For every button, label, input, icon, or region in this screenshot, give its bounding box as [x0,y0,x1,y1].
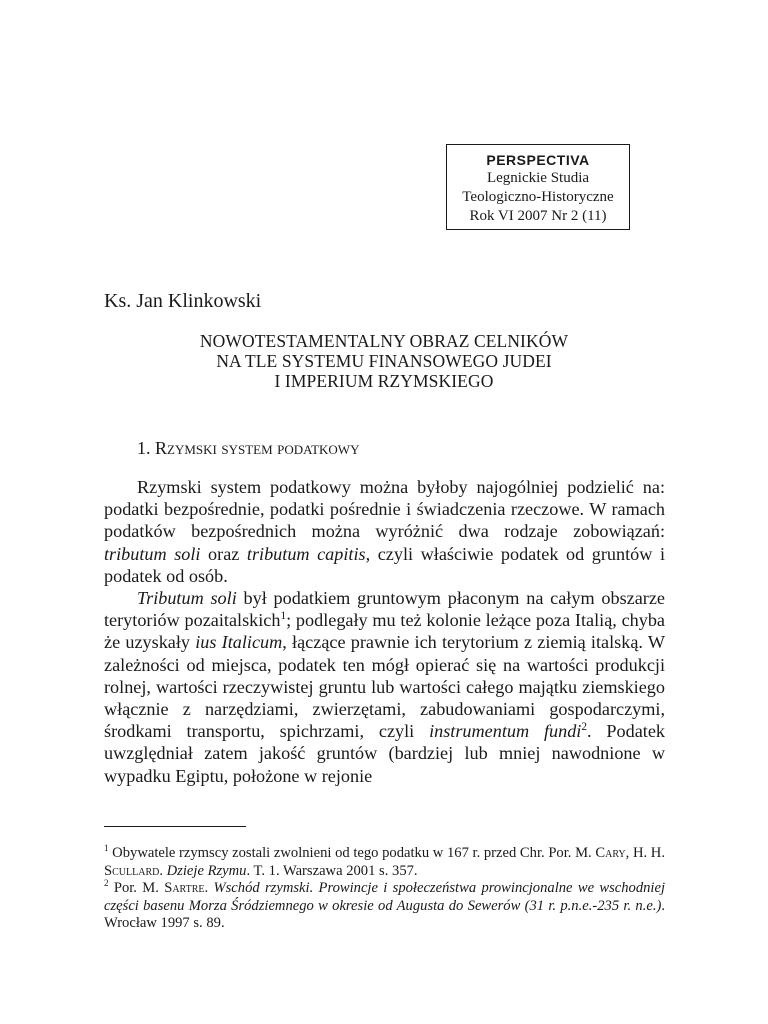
footnote-separator [104,826,246,827]
footnote-2-book-title: Wschód rzymski. Prowincje i społeczeństwa prowincjonalne we wschodniej części basenu Morza Śródziemnego w okresie od Augusta do Sewerów (31 r. p.n.e.-235 r. n.e.) [104,880,666,914]
footnote-ref-2[interactable]: 2 [581,721,587,734]
paragraph-2-text-a: był podatkiem gruntowym płaconym na całym obszarze terytoriów pozaitalskich [104,588,665,631]
section-heading [137,437,359,459]
footnote-1-text-a: Obywatele rzymscy zostali zwolnieni od tego podatku w 167 r. przed Chr. Por. M. [108,845,596,861]
paragraph-2-italic-b: ius Italicum [195,632,283,653]
footnote-ref-1[interactable]: 1 [280,610,287,623]
journal-subtitle-line-1: Legnickie Studia [486,170,590,186]
footnote-1-text-b: , H. H. [625,845,665,861]
footnote-2-author: Sartre [164,880,205,897]
section-title: Rzymski system podatkowy [155,438,360,458]
journal-issue-line: Rok VI 2007 Nr 2 (11) [469,208,607,224]
paragraph-2-text-d: . Podatek uwzględniał zatem jakość gruntów (bardziej lub mniej nawodnione w wypadku Egiptu, położone w rejonie [104,721,665,786]
footnote-2-number: 2 [104,878,109,889]
journal-subtitle-line-2: Teologiczno-Historyczne [462,189,614,205]
footnote-2 [104,880,665,933]
article-title-line-2: NA TLE SYSTEMU FINANSOWEGO JUDEI [216,351,552,371]
paragraph-1-italic-b: tributum capitis [246,543,366,564]
author-name: Ks. Jan Klinkowski [104,290,262,312]
paragraph-2 [104,587,665,787]
paragraph-2-italic-a: Tributum soli [137,588,237,609]
body-text [104,476,665,787]
article-title-line-3: I IMPERIUM RZYMSKIEGO [274,371,494,391]
footnote-1 [104,845,665,880]
paragraph-1-text-a: Rzymski system podatkowy można byłoby najogólniej podzielić na: podatki bezpośrednie, podatki pośrednie i świadczenia rzeczowe. W ramach podatków bezpośrednich można wyróżnić dwa rodzaje zobowiązań: [104,477,665,542]
footnote-2-text-a: Por. M. [108,880,165,897]
article-title-line-1: NOWOTESTAMENTALNY OBRAZ CELNIKÓW [199,331,569,351]
paragraph-1 [104,476,665,587]
section-number: 1. [137,438,151,458]
paragraph-2-text-c: , łączące prawnie ich terytorium z ziemią italską. W zależności od miejsca, podatek ten mógł opierać się na wartości produkcji rolnej, wartości rzeczywistej gruntu lub wartości całego majątku ziemskiego włącznie z narzędziami, zwierzętami, zabudowaniami gospodarczymi, środkami transportu, spichrzami, czyli [104,632,666,742]
paragraph-2-italic-c: instrumentum fundi [429,721,582,742]
footnote-1-number: 1 [104,843,109,854]
footnote-2-text-b: . [204,880,214,897]
article-title [104,331,664,391]
journal-info-box [446,144,630,230]
journal-name: PERSPECTIVA [486,152,590,168]
footnote-1-text-c: . [159,862,167,879]
paragraph-1-italic-a: tributum soli [104,543,201,564]
paragraph-2-text-b: ; podlegały mu też kolonie leżące poza Italią, chyba że uzyskały [104,610,665,653]
footnote-1-book-title: Dzieje Rzymu [166,862,247,879]
footnote-1-author-b: Scullard [104,862,160,879]
paragraph-1-text-c: , czyli właściwie podatek od gruntów i podatek od osób. [104,543,666,586]
paragraph-1-text-b: oraz [200,543,247,564]
footnote-1-author-a: Cary [595,845,626,861]
footnote-1-text-d: . T. 1. Warszawa 2001 s. 357. [246,862,418,879]
footnote-2-text-c: . Wrocław 1997 s. 89. [104,897,665,932]
footnotes [104,845,665,933]
